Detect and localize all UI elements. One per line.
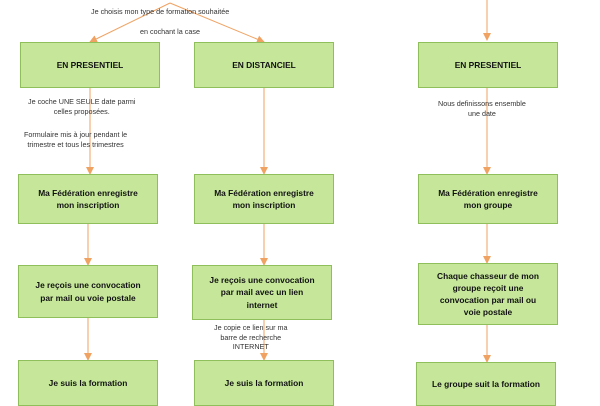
middle-convocation-line2: par mail avec un lien	[220, 287, 304, 298]
middle-convocation-line3: internet	[246, 299, 278, 310]
right-convocation-line3: convocation par mail ou	[439, 295, 537, 305]
note-copy-link-line1: Je copie ce lien sur ma	[214, 323, 288, 332]
right-registration-box	[418, 174, 558, 224]
middle-convocation-line1: Je reçois une convocation	[209, 275, 315, 286]
middle-header-box	[194, 42, 334, 88]
note-form-update	[24, 130, 127, 149]
note-copy-link	[214, 323, 288, 352]
note-define-date-line2: une date	[467, 108, 496, 118]
right-convocation-line1: Chaque chasseur de mon	[437, 270, 539, 281]
right-registration-line2: mon groupe	[463, 200, 513, 210]
left-registration-box	[18, 174, 158, 224]
note-choose-type: Je choisis mon type de formation souhaitée	[91, 7, 230, 16]
middle-header-label: EN DISTANCIEL	[232, 59, 296, 70]
right-convocation-box	[418, 263, 558, 325]
left-registration-line2: mon inscription	[56, 200, 120, 210]
note-copy-link-line3: INTERNET	[232, 342, 269, 352]
left-training-box	[18, 360, 158, 406]
middle-training-box	[194, 360, 334, 406]
note-copy-link-line2: barre de recherche	[220, 332, 282, 342]
note-define-date	[438, 99, 526, 118]
left-header-box	[20, 42, 160, 88]
right-convocation-line2: groupe reçoit une	[452, 282, 524, 293]
note-define-date-line1: Nous definissons ensemble	[438, 99, 526, 108]
right-training-label: Le groupe suit la formation	[432, 378, 540, 389]
left-convocation-line2: par mail ou voie postale	[40, 292, 136, 303]
left-convocation-box	[18, 265, 158, 318]
middle-training-label: Je suis la formation	[224, 377, 304, 388]
left-convocation-line1: Je reçois une convocation	[35, 280, 141, 291]
note-one-date-line2: celles proposées.	[53, 106, 110, 116]
left-training-label: Je suis la formation	[48, 377, 128, 388]
note-form-update-line2: trimestre et tous les trimestres	[27, 139, 124, 149]
right-convocation-line4: voie postale	[463, 307, 513, 318]
note-one-date	[28, 97, 135, 116]
left-registration-line1: Ma Fédération enregistre	[38, 187, 138, 198]
middle-registration-line1: Ma Fédération enregistre	[214, 187, 314, 198]
note-one-date-line1: Je coche UNE SEULE date parmi	[28, 97, 136, 106]
right-header-box	[418, 42, 558, 88]
note-tick-box: en cochant la case	[140, 27, 200, 36]
right-training-box	[416, 362, 556, 406]
middle-registration-box	[194, 174, 334, 224]
note-form-update-line1: Formulaire mis à jour pendant le	[24, 130, 128, 139]
right-registration-line1: Ma Fédération enregistre	[438, 187, 538, 198]
right-header-label: EN PRESENTIEL	[454, 59, 522, 70]
middle-registration-line2: mon inscription	[232, 200, 296, 210]
middle-convocation-box	[192, 265, 332, 320]
left-header-label: EN PRESENTIEL	[56, 59, 124, 70]
